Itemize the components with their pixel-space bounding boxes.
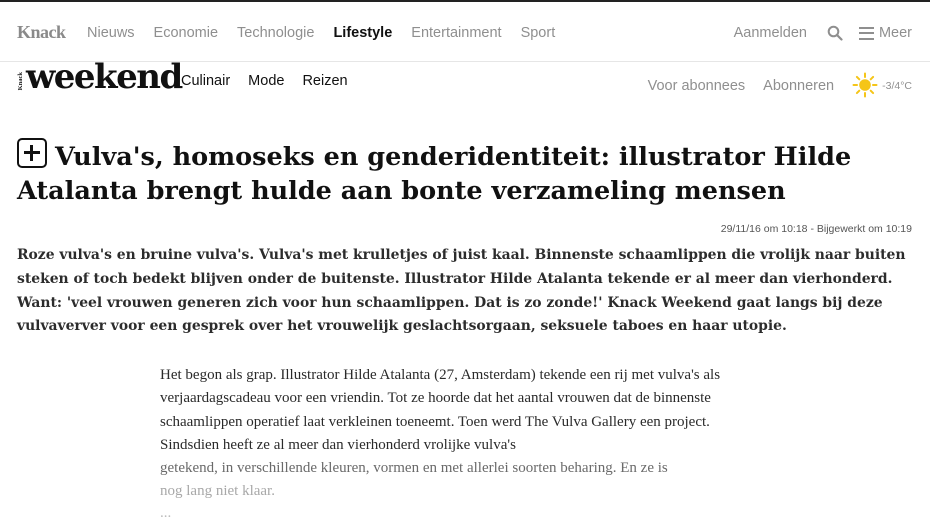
hamburger-icon[interactable] [859,27,874,40]
nav-item-nieuws[interactable]: Nieuws [87,25,135,41]
account-tools [734,25,912,41]
article-timestamp: 29/11/16 om 10:18 - Bijgewerkt om 10:19 [720,223,912,235]
body-paragraph-fading: getekend, in verschillende kleuren, vormen en met allerlei soorten beharing. En ze is [160,460,668,477]
section-item-mode[interactable]: Mode [248,73,285,89]
article-headline [17,138,917,208]
truncation-ellipsis: ... [160,504,172,520]
more-menu-button[interactable]: Meer [878,25,912,41]
article-body [160,364,750,520]
sun-icon [852,72,878,98]
knack-logo[interactable]: Knack [17,22,66,42]
nav-item-lifestyle[interactable]: Lifestyle [333,25,393,41]
subscription-tools [648,73,912,99]
body-paragraph: Het begon als grap. Illustrator Hilde Atalanta (27, Amsterdam) tekende een rij met vulva's als verjaardagscadeau voor een vriendin. Tot ze hoorde dat het aantal vrouwen dat de binnenste schaamlippen operatief laat verkleinen toeneemt. Toen werd The Vulva Gallery een project. Sindsdien heeft ze al meer dan vierhonderd vrolijke vulva's [160,367,721,453]
section-item-culinair[interactable]: Culinair [181,73,231,89]
temperature-readout: -3/4°C [882,80,912,92]
section-nav [181,73,366,89]
logo-small-text: Knack [17,71,24,90]
nav-item-entertainment[interactable]: Entertainment [411,25,502,41]
section-navigation [0,57,930,108]
body-paragraph-faded: nog lang niet klaar. [160,483,275,500]
logo-big-text: weekend [26,57,182,97]
for-subscribers-link[interactable]: Voor abonnees [647,78,746,94]
nav-item-sport[interactable]: Sport [520,25,556,41]
section-item-reizen[interactable]: Reizen [302,73,348,89]
login-link[interactable]: Aanmelden [733,25,807,41]
knack-weekend-logo[interactable] [17,57,182,97]
headline-text: Vulva's, homoseks en genderidentiteit: illustrator Hilde Atalanta brengt hulde aan bonte verzameling mensen [17,142,852,206]
search-icon[interactable] [827,25,843,41]
top-navigation [0,0,930,62]
subscribe-link[interactable]: Abonneren [763,78,835,94]
main-nav [87,25,574,41]
plus-icon [17,138,47,168]
article-lead: Roze vulva's en bruine vulva's. Vulva's met krulletjes of juist kaal. Binnenste schaamlippen die vrolijk naar buiten steken of toch bedekt blijven onder de buitenste. Illustrator Hilde Atalanta tekende er al meer dan vierhonderd. Want: 'veel vrouwen generen zich voor hun schaamlippen. Dat is zo zonde!' Knack Weekend gaat langs bij deze vulvaverver voor een gesprek over het vrouwelijk geslachtsorgaan, seksuele taboes en haar utopie. [17,247,906,335]
nav-item-technologie[interactable]: Technologie [237,25,315,41]
nav-item-economie[interactable]: Economie [153,25,219,41]
